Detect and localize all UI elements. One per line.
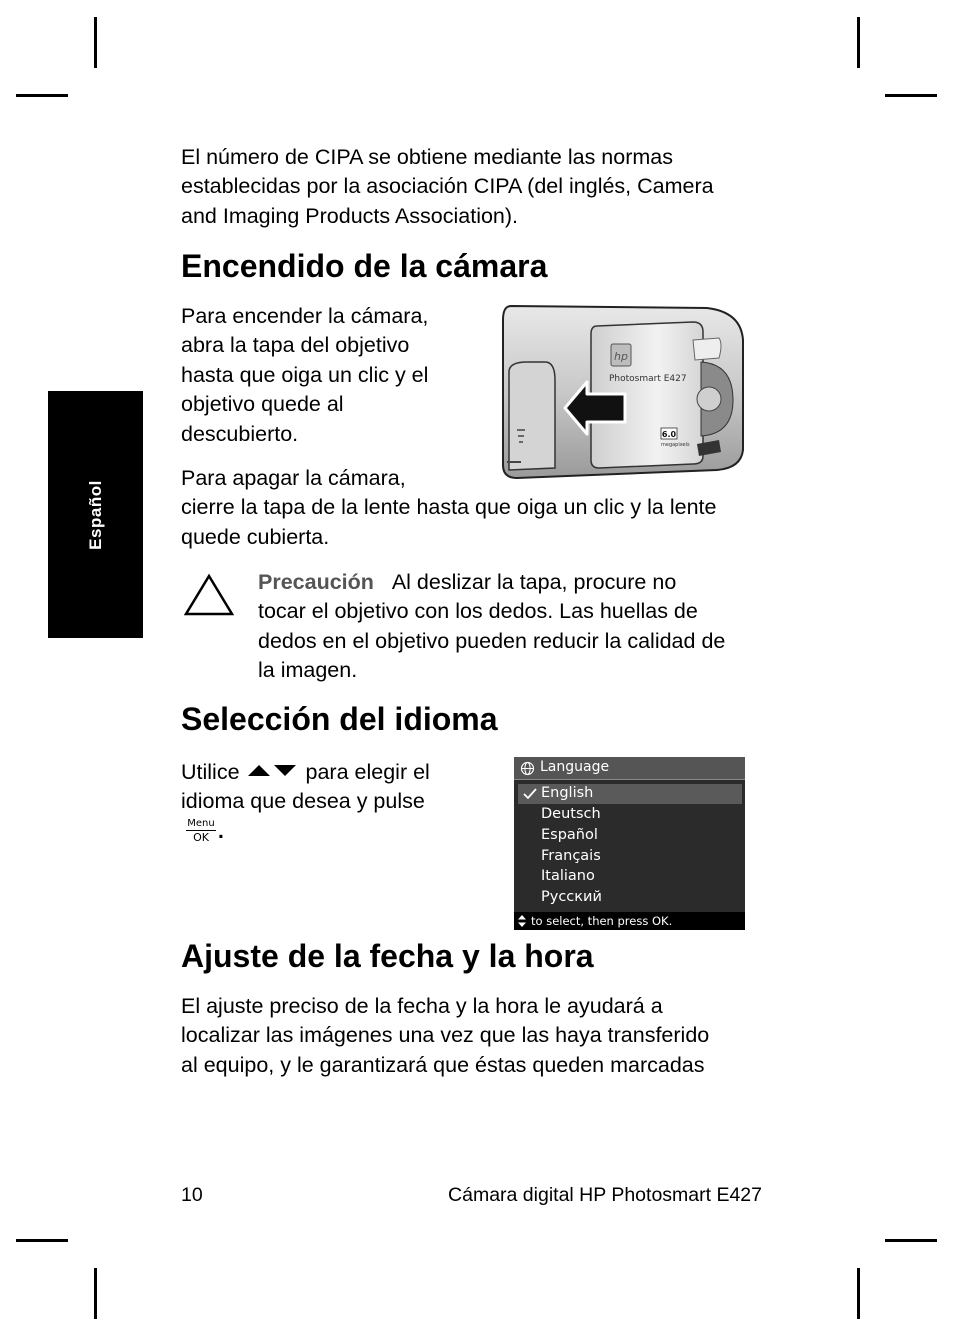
crop-mark — [885, 1239, 937, 1242]
language-menu-title-bar — [514, 757, 745, 780]
language-option-italiano[interactable] — [518, 867, 742, 887]
crop-mark — [885, 94, 937, 97]
menu-label: Menu — [187, 818, 215, 829]
language-option-label: Italiano — [541, 868, 595, 884]
intro-line: establecidas por la asociación CIPA (del inglés, Camera — [181, 174, 714, 199]
language-menu-hint-bar — [514, 912, 745, 930]
text-line: cierre la tapa de la lente hasta que oiga un clic y la lente — [181, 495, 717, 520]
language-option-espanol[interactable] — [518, 826, 742, 846]
language-side-tab — [48, 391, 143, 638]
text-line: idioma que desea y pulse — [181, 789, 425, 814]
heading-language-selection: Selección del idioma — [181, 701, 498, 737]
caution-label: Precaución — [258, 570, 374, 594]
ok-label: OK — [186, 830, 216, 843]
caution-paragraph — [258, 568, 725, 686]
text-line: hasta que oiga un clic y el — [181, 362, 429, 387]
camera-illustration — [497, 300, 747, 482]
text-line: Para encender la cámara, — [181, 304, 429, 328]
crop-mark — [857, 17, 860, 68]
svg-text:hp: hp — [614, 350, 628, 363]
heading-camera-power: Encendido de la cámara — [181, 248, 548, 284]
text-line: al equipo, y le garantizará que éstas queden marcadas — [181, 1052, 705, 1077]
crop-mark — [16, 1239, 68, 1242]
period: . — [218, 820, 224, 843]
language-option-english[interactable] — [518, 784, 742, 804]
language-menu-hint: to select, then press OK. — [531, 914, 673, 928]
text-line: descubierto. — [181, 421, 299, 446]
text-line: Al deslizar la tapa, procure no — [391, 570, 677, 594]
menu-ok-icon — [184, 818, 218, 843]
text-line: dedos en el objetivo pueden reducir la calidad de — [258, 628, 726, 653]
footer-title: Cámara digital HP Photosmart E427 — [448, 1184, 762, 1206]
language-option-label: English — [541, 785, 594, 801]
language-option-label: Deutsch — [541, 806, 601, 822]
date-time-paragraph — [181, 992, 709, 1080]
language-option-francais[interactable] — [518, 847, 742, 867]
intro-paragraph — [181, 143, 714, 231]
text-line: Para apagar la cámara, — [181, 466, 406, 490]
page-number: 10 — [181, 1184, 203, 1206]
power-on-paragraph — [181, 302, 428, 449]
language-option-deutsch[interactable] — [518, 805, 742, 825]
crop-mark — [857, 1268, 860, 1319]
text-line: objetivo quede al — [181, 392, 344, 417]
side-tab-label: Español — [85, 479, 105, 550]
power-off-paragraph — [181, 464, 716, 552]
text-line: abra la tapa del objetivo — [181, 333, 410, 358]
text-line: quede cubierta. — [181, 524, 330, 549]
language-option-label: Русский — [541, 889, 602, 905]
crop-mark — [94, 1268, 97, 1319]
globe-icon — [520, 761, 535, 776]
language-option-label: Français — [541, 848, 601, 864]
camera-megapixels-label: megapixels — [661, 442, 690, 448]
language-menu-title: Language — [540, 759, 610, 775]
language-option-russian[interactable] — [518, 888, 742, 908]
text-fragment: Utilice — [181, 760, 240, 784]
intro-line: El número de CIPA se obtiene mediante las normas — [181, 145, 673, 169]
crop-mark — [94, 17, 97, 68]
text-line: tocar el objetivo con los dedos. Las huellas de — [258, 599, 698, 624]
text-fragment: para elegir el — [305, 760, 430, 784]
text-line: El ajuste preciso de la fecha y la hora le ayudará a — [181, 994, 663, 1018]
crop-mark — [16, 94, 68, 97]
text-line: localizar las imágenes una vez que las haya transferido — [181, 1023, 710, 1048]
up-down-arrows-icon — [248, 763, 298, 777]
text-line: la imagen. — [258, 658, 358, 683]
intro-line: and Imaging Products Association). — [181, 203, 519, 228]
text-line — [181, 758, 430, 787]
up-down-icon — [518, 915, 526, 927]
language-option-label: Español — [541, 827, 598, 843]
camera-brand: Photosmart E427 — [609, 374, 687, 384]
checkmark-icon — [523, 788, 537, 800]
language-paragraph — [181, 758, 430, 817]
heading-date-time: Ajuste de la fecha y la hora — [181, 938, 594, 974]
language-menu-screen — [514, 757, 745, 930]
camera-megapixels: 6.0 — [661, 430, 677, 439]
caution-icon — [182, 572, 236, 618]
caution-first-line — [258, 568, 725, 597]
